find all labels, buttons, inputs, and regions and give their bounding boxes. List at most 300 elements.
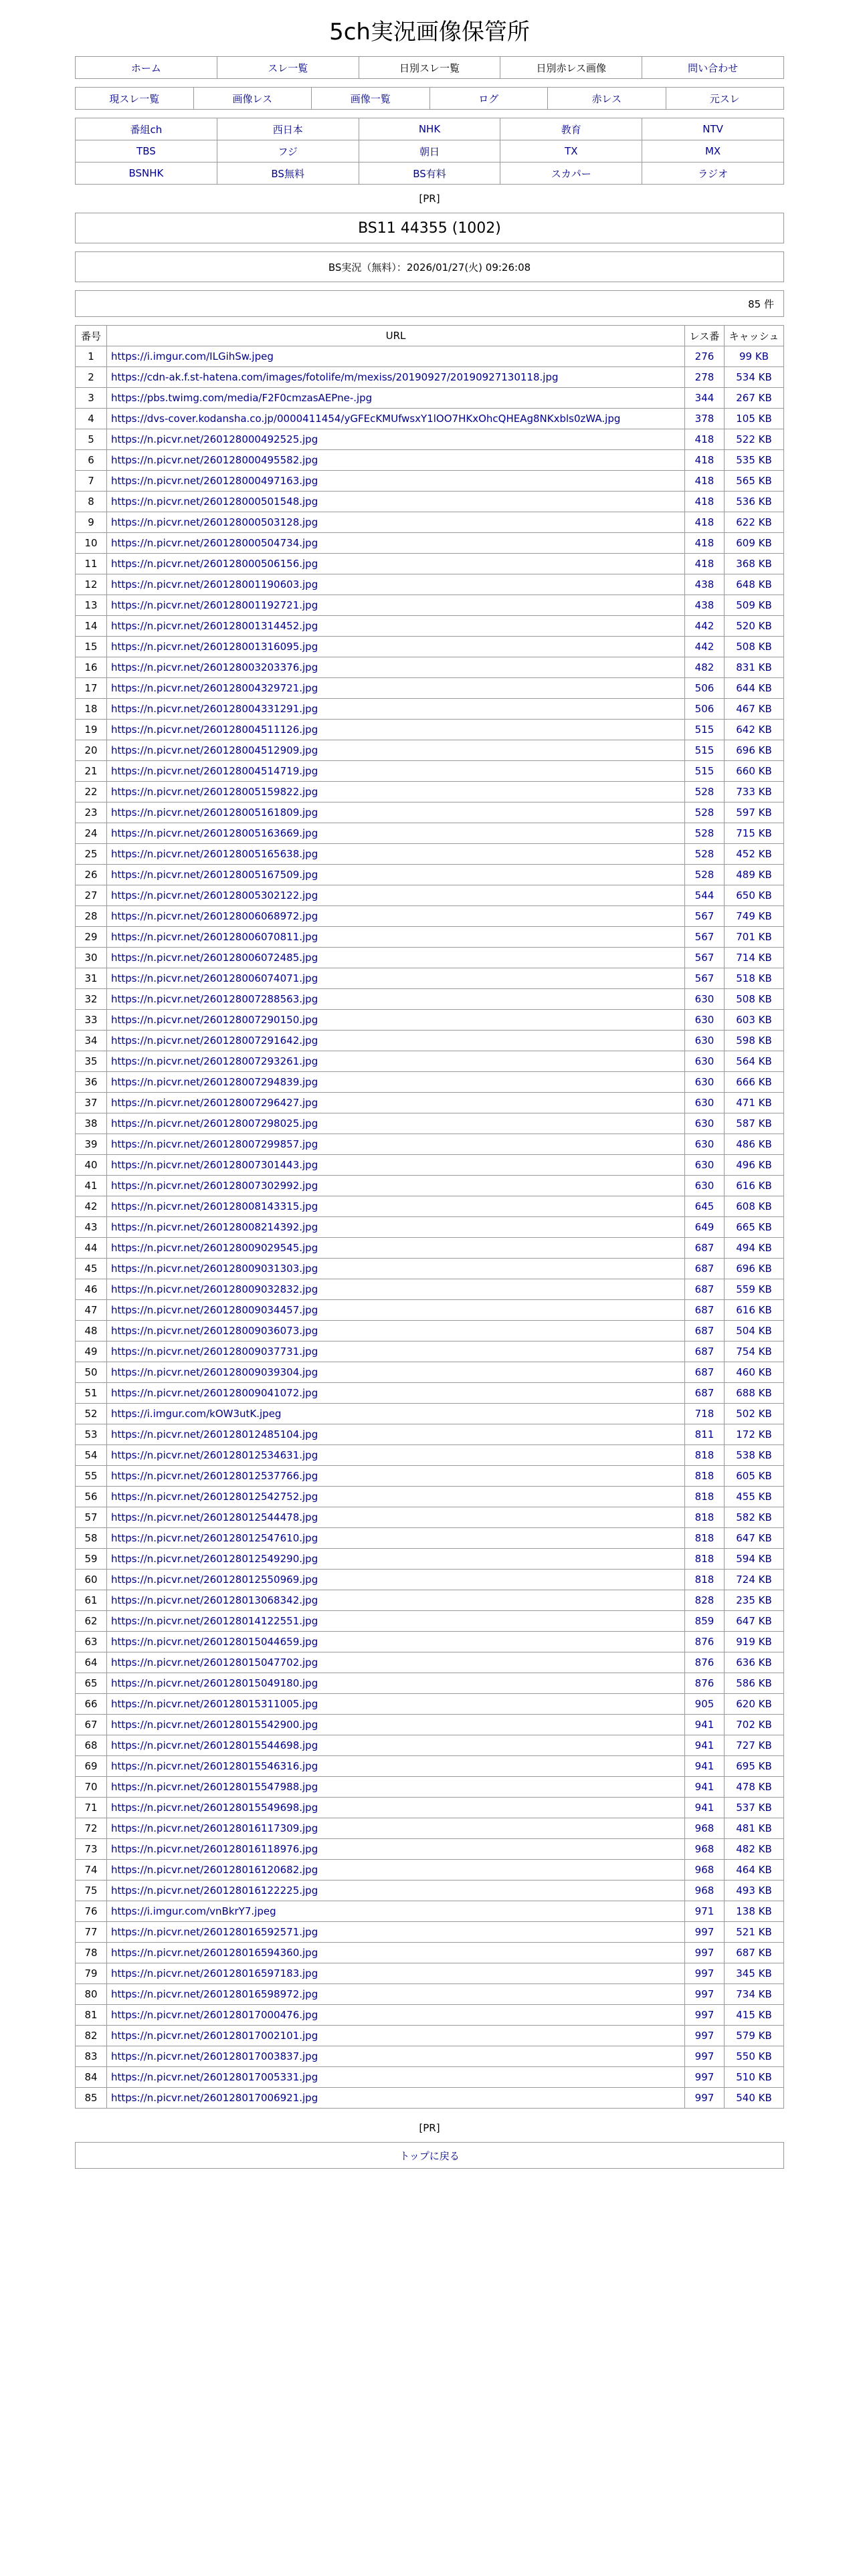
row-number: 21 xyxy=(76,761,107,782)
row-cache-link[interactable]: 696 KB xyxy=(736,744,772,756)
row-cache-link[interactable]: 724 KB xyxy=(736,1574,772,1586)
row-cache-link[interactable]: 594 KB xyxy=(736,1553,772,1565)
row-cache-link[interactable]: 587 KB xyxy=(736,1117,772,1130)
row-url-link[interactable]: https://n.picvr.net/260128007291642.jpg xyxy=(111,1035,318,1047)
row-res-link[interactable]: 645 xyxy=(694,1200,714,1212)
row-cache-link[interactable]: 687 KB xyxy=(736,1947,772,1959)
row-url-link[interactable]: https://n.picvr.net/260128017000476.jpg xyxy=(111,2009,318,2021)
row-url-link[interactable]: https://n.picvr.net/260128012537766.jpg xyxy=(111,1470,318,1482)
row-url-link[interactable]: https://n.picvr.net/260128016120682.jpg xyxy=(111,1864,318,1876)
row-cache-link[interactable]: 471 KB xyxy=(736,1097,772,1109)
row-cache-link[interactable]: 486 KB xyxy=(736,1138,772,1150)
row-url-link[interactable]: https://n.picvr.net/260128012550969.jpg xyxy=(111,1574,318,1586)
row-cache-link[interactable]: 702 KB xyxy=(736,1719,772,1731)
row-res-link[interactable]: 997 xyxy=(694,2071,714,2083)
row-url-link[interactable]: https://n.picvr.net/260128004512909.jpg xyxy=(111,744,318,756)
row-res-link[interactable]: 515 xyxy=(694,765,714,777)
row-res-link[interactable]: 506 xyxy=(694,682,714,694)
row-cache-link[interactable]: 603 KB xyxy=(736,1014,772,1026)
row-res-link[interactable]: 528 xyxy=(694,848,714,860)
row-cache-link[interactable]: 608 KB xyxy=(736,1200,772,1212)
nav-link[interactable]: 赤レス xyxy=(591,92,622,105)
row-cache-link[interactable]: 582 KB xyxy=(736,1511,772,1523)
row-res-link[interactable]: 649 xyxy=(694,1221,714,1233)
row-cache-link[interactable]: 636 KB xyxy=(736,1656,772,1669)
row-cache-link[interactable]: 648 KB xyxy=(736,578,772,591)
row-res-link[interactable]: 528 xyxy=(694,807,714,819)
row-cache-link[interactable]: 701 KB xyxy=(736,931,772,943)
row-url-link[interactable]: https://n.picvr.net/260128004514719.jpg xyxy=(111,765,318,777)
row-res-link[interactable]: 818 xyxy=(694,1574,714,1586)
row-cache-link[interactable]: 345 KB xyxy=(736,1967,772,1979)
nav-link[interactable]: ログ xyxy=(478,92,499,105)
row-res-link[interactable]: 968 xyxy=(694,1864,714,1876)
row-url-link[interactable]: https://n.picvr.net/260128012485104.jpg xyxy=(111,1428,318,1440)
row-cache-link[interactable]: 695 KB xyxy=(736,1760,772,1772)
row-res-link[interactable]: 438 xyxy=(694,599,714,611)
row-url-link[interactable]: https://n.picvr.net/260128008143315.jpg xyxy=(111,1200,318,1212)
row-url-link[interactable]: https://n.picvr.net/260128015049180.jpg xyxy=(111,1677,318,1689)
row-res-link[interactable]: 968 xyxy=(694,1843,714,1855)
row-res-cell xyxy=(685,1881,725,1901)
row-cache-link[interactable]: 550 KB xyxy=(736,2050,772,2062)
row-res-cell xyxy=(685,616,725,637)
row-cache-link[interactable]: 518 KB xyxy=(736,972,772,984)
row-cache-link[interactable]: 647 KB xyxy=(736,1615,772,1627)
row-cache-link[interactable]: 482 KB xyxy=(736,1843,772,1855)
row-res-link[interactable]: 630 xyxy=(694,993,714,1005)
row-res-link[interactable]: 811 xyxy=(694,1428,714,1440)
nav-link[interactable]: 画像一覧 xyxy=(350,92,391,105)
row-cache-link[interactable]: 534 KB xyxy=(736,371,772,383)
row-res-link[interactable]: 418 xyxy=(694,433,714,445)
row-res-link[interactable]: 818 xyxy=(694,1449,714,1461)
row-url-link[interactable]: https://n.picvr.net/260128016118976.jpg xyxy=(111,1843,318,1855)
row-cache-link[interactable]: 415 KB xyxy=(736,2009,772,2021)
row-url-link[interactable]: https://n.picvr.net/260128017002101.jpg xyxy=(111,2030,318,2042)
row-url-link[interactable]: https://n.picvr.net/260128006070811.jpg xyxy=(111,931,318,943)
row-res-cell xyxy=(685,1818,725,1839)
row-cache-link[interactable]: 749 KB xyxy=(736,910,772,922)
row-res-link[interactable]: 567 xyxy=(694,952,714,964)
row-url-link[interactable]: https://i.imgur.com/ILGihSw.jpeg xyxy=(111,350,274,362)
row-url-link[interactable]: https://i.imgur.com/vnBkrY7.jpeg xyxy=(111,1905,276,1917)
row-url-link[interactable]: https://n.picvr.net/260128007301443.jpg xyxy=(111,1159,318,1171)
row-res-link[interactable]: 630 xyxy=(694,1138,714,1150)
row-url-link[interactable]: https://n.picvr.net/260128007296427.jpg xyxy=(111,1097,318,1109)
nav-link[interactable]: 問い合わせ xyxy=(688,62,739,74)
row-url-link[interactable]: https://n.picvr.net/260128016597183.jpg xyxy=(111,1967,318,1979)
row-cache-link[interactable]: 478 KB xyxy=(736,1781,772,1793)
row-cache-link[interactable]: 609 KB xyxy=(736,537,772,549)
row-res-link[interactable]: 418 xyxy=(694,558,714,570)
row-res-link[interactable]: 941 xyxy=(694,1760,714,1772)
row-url-link[interactable]: https://n.picvr.net/260128009037731.jpg xyxy=(111,1346,318,1358)
table-row xyxy=(76,1031,784,1051)
row-res-link[interactable]: 630 xyxy=(694,1097,714,1109)
row-cache-link[interactable]: 267 KB xyxy=(736,392,772,404)
channel-link[interactable]: ラジオ xyxy=(698,167,729,180)
row-cache-link[interactable]: 605 KB xyxy=(736,1470,772,1482)
row-res-link[interactable]: 941 xyxy=(694,1719,714,1731)
row-url-link[interactable]: https://n.picvr.net/260128015311005.jpg xyxy=(111,1698,318,1710)
row-url-link[interactable]: https://n.picvr.net/260128015547988.jpg xyxy=(111,1781,318,1793)
row-url-link[interactable]: https://cdn-ak.f.st-hatena.com/images/fotolife/m/mexiss/20190927/20190927130118.jpg xyxy=(111,371,559,383)
row-res-link[interactable]: 344 xyxy=(694,392,714,404)
row-res-link[interactable]: 941 xyxy=(694,1739,714,1751)
row-url-link[interactable]: https://n.picvr.net/260128007288563.jpg xyxy=(111,993,318,1005)
row-url-link[interactable]: https://n.picvr.net/260128017003837.jpg xyxy=(111,2050,318,2062)
row-cache-link[interactable]: 665 KB xyxy=(736,1221,772,1233)
row-res-link[interactable]: 515 xyxy=(694,744,714,756)
row-url-link[interactable]: https://n.picvr.net/260128015047702.jpg xyxy=(111,1656,318,1669)
row-cache-link[interactable]: 622 KB xyxy=(736,516,772,528)
row-url-link[interactable]: https://i.imgur.com/kOW3utK.jpeg xyxy=(111,1408,282,1420)
table-row xyxy=(76,2067,784,2088)
row-cache-link[interactable]: 647 KB xyxy=(736,1532,772,1544)
row-cache-link[interactable]: 172 KB xyxy=(736,1428,772,1440)
row-cache-link[interactable]: 521 KB xyxy=(736,1926,772,1938)
row-res-link[interactable]: 482 xyxy=(694,661,714,673)
row-res-link[interactable]: 818 xyxy=(694,1532,714,1544)
row-res-link[interactable]: 818 xyxy=(694,1553,714,1565)
row-res-link[interactable]: 418 xyxy=(694,537,714,549)
channel-link[interactable]: TX xyxy=(565,145,578,157)
row-res-link[interactable]: 997 xyxy=(694,1967,714,1979)
row-res-link[interactable]: 818 xyxy=(694,1470,714,1482)
row-url-link[interactable]: https://n.picvr.net/260128006074071.jpg xyxy=(111,972,318,984)
row-cache-link[interactable]: 714 KB xyxy=(736,952,772,964)
channel-link[interactable]: NHK xyxy=(418,123,441,135)
row-url-link[interactable]: https://n.picvr.net/260128005167509.jpg xyxy=(111,869,318,881)
row-url-link[interactable]: https://n.picvr.net/260128007294839.jpg xyxy=(111,1076,318,1088)
row-url-link[interactable]: https://n.picvr.net/260128007298025.jpg xyxy=(111,1117,318,1130)
row-cache-link[interactable]: 235 KB xyxy=(736,1594,772,1606)
row-cache-link[interactable]: 559 KB xyxy=(736,1283,772,1295)
table-row xyxy=(76,1259,784,1279)
channel-link[interactable]: BSNHK xyxy=(128,167,164,179)
row-res-link[interactable]: 515 xyxy=(694,724,714,736)
row-res-link[interactable]: 687 xyxy=(694,1346,714,1358)
row-url-link[interactable]: https://n.picvr.net/260128005163669.jpg xyxy=(111,827,318,839)
row-cache-link[interactable]: 464 KB xyxy=(736,1864,772,1876)
pr-label: [PR] xyxy=(419,193,440,205)
row-res-link[interactable]: 528 xyxy=(694,869,714,881)
row-url-link[interactable]: https://n.picvr.net/260128009039304.jpg xyxy=(111,1366,318,1378)
row-url-link[interactable]: https://n.picvr.net/260128000503128.jpg xyxy=(111,516,318,528)
row-url-link[interactable]: https://n.picvr.net/260128007290150.jpg xyxy=(111,1014,318,1026)
row-res-link[interactable]: 544 xyxy=(694,889,714,901)
row-res-link[interactable]: 876 xyxy=(694,1656,714,1669)
channel-link[interactable]: 教育 xyxy=(561,123,581,136)
row-res-link[interactable]: 687 xyxy=(694,1387,714,1399)
nav-cell xyxy=(76,88,194,110)
row-res-link[interactable]: 818 xyxy=(694,1511,714,1523)
row-cache-link[interactable]: 496 KB xyxy=(736,1159,772,1171)
row-url-link[interactable]: https://n.picvr.net/260128001190603.jpg xyxy=(111,578,318,591)
row-url-link[interactable]: https://n.picvr.net/260128012544478.jpg xyxy=(111,1511,318,1523)
row-cache-link[interactable]: 919 KB xyxy=(736,1636,772,1648)
row-url-link[interactable]: https://n.picvr.net/260128003203376.jpg xyxy=(111,661,318,673)
channel-link[interactable]: NTV xyxy=(702,123,723,135)
row-res-cell xyxy=(685,865,725,885)
row-url-link[interactable]: https://n.picvr.net/260128009032832.jpg xyxy=(111,1283,318,1295)
row-url-link[interactable]: https://n.picvr.net/260128000495582.jpg xyxy=(111,454,318,466)
row-url-link[interactable]: https://n.picvr.net/260128009029545.jpg xyxy=(111,1242,318,1254)
row-url-link[interactable]: https://n.picvr.net/260128000497163.jpg xyxy=(111,475,318,487)
channel-link[interactable]: 朝日 xyxy=(419,145,440,158)
table-row xyxy=(76,802,784,823)
row-res-link[interactable]: 818 xyxy=(694,1491,714,1503)
row-res-link[interactable]: 687 xyxy=(694,1304,714,1316)
row-res-link[interactable]: 378 xyxy=(694,413,714,425)
row-res-link[interactable]: 567 xyxy=(694,910,714,922)
row-url-link[interactable]: https://n.picvr.net/260128015544698.jpg xyxy=(111,1739,318,1751)
row-url-link[interactable]: https://n.picvr.net/260128015542900.jpg xyxy=(111,1719,318,1731)
row-number: 51 xyxy=(76,1383,107,1404)
row-res-link[interactable]: 418 xyxy=(694,516,714,528)
row-cache-link[interactable]: 368 KB xyxy=(736,558,772,570)
row-url-link[interactable]: https://n.picvr.net/260128005161809.jpg xyxy=(111,807,318,819)
row-res-link[interactable]: 828 xyxy=(694,1594,714,1606)
row-res-link[interactable]: 997 xyxy=(694,1947,714,1959)
row-cache-link[interactable]: 502 KB xyxy=(736,1408,772,1420)
row-res-link[interactable]: 997 xyxy=(694,2009,714,2021)
row-cache-link[interactable]: 537 KB xyxy=(736,1802,772,1814)
row-res-link[interactable]: 630 xyxy=(694,1014,714,1026)
row-url-link[interactable]: https://n.picvr.net/260128006068972.jpg xyxy=(111,910,318,922)
row-url-link[interactable]: https://n.picvr.net/260128000492525.jpg xyxy=(111,433,318,445)
row-cache-link[interactable]: 460 KB xyxy=(736,1366,772,1378)
row-cache-link[interactable]: 99 KB xyxy=(739,350,769,362)
row-cache-link[interactable]: 579 KB xyxy=(736,2030,772,2042)
row-url-link[interactable]: https://n.picvr.net/260128012547610.jpg xyxy=(111,1532,318,1544)
row-cache-link[interactable]: 467 KB xyxy=(736,703,772,715)
row-url-link[interactable]: https://n.picvr.net/260128009041072.jpg xyxy=(111,1387,318,1399)
row-res-link[interactable]: 971 xyxy=(694,1905,714,1917)
row-res-link[interactable]: 876 xyxy=(694,1677,714,1689)
row-url-link[interactable]: https://n.picvr.net/260128015546316.jpg xyxy=(111,1760,318,1772)
channel-link[interactable]: TBS xyxy=(136,145,156,157)
nav-link[interactable]: 元スレ xyxy=(709,92,740,105)
row-cache-link[interactable]: 493 KB xyxy=(736,1885,772,1897)
channel-link[interactable]: 番組ch xyxy=(130,123,163,136)
row-res-link[interactable]: 630 xyxy=(694,1117,714,1130)
nav-cell[interactable]: 日別赤レス画像 xyxy=(500,57,642,79)
row-res-cell xyxy=(685,2046,725,2067)
row-cache-link[interactable]: 734 KB xyxy=(736,1988,772,2000)
row-cache-link[interactable]: 666 KB xyxy=(736,1076,772,1088)
row-res-link[interactable]: 968 xyxy=(694,1885,714,1897)
row-url-link[interactable]: https://n.picvr.net/260128001316095.jpg xyxy=(111,641,318,653)
row-url-link[interactable]: https://n.picvr.net/260128000504734.jpg xyxy=(111,537,318,549)
row-res-link[interactable]: 997 xyxy=(694,2092,714,2104)
row-url-link[interactable]: https://n.picvr.net/260128016122225.jpg xyxy=(111,1885,318,1897)
row-res-link[interactable]: 276 xyxy=(694,350,714,362)
row-cache-link[interactable]: 715 KB xyxy=(736,827,772,839)
row-url-link[interactable]: https://n.picvr.net/260128012534631.jpg xyxy=(111,1449,318,1461)
row-cache-link[interactable]: 586 KB xyxy=(736,1677,772,1689)
row-res-link[interactable]: 941 xyxy=(694,1802,714,1814)
row-cache-link[interactable]: 696 KB xyxy=(736,1263,772,1275)
row-url-link[interactable]: https://n.picvr.net/260128016594360.jpg xyxy=(111,1947,318,1959)
row-res-link[interactable]: 905 xyxy=(694,1698,714,1710)
row-cache-link[interactable]: 597 KB xyxy=(736,807,772,819)
row-cache-link[interactable]: 522 KB xyxy=(736,433,772,445)
row-url-link[interactable]: https://n.picvr.net/260128007293261.jpg xyxy=(111,1055,318,1067)
row-url-link[interactable]: https://n.picvr.net/260128001192721.jpg xyxy=(111,599,318,611)
row-cache-link[interactable]: 754 KB xyxy=(736,1346,772,1358)
row-cache-link[interactable]: 508 KB xyxy=(736,641,772,653)
row-url-link[interactable]: https://n.picvr.net/260128004511126.jpg xyxy=(111,724,318,736)
row-res-link[interactable]: 718 xyxy=(694,1408,714,1420)
row-res-link[interactable]: 418 xyxy=(694,475,714,487)
row-url-link[interactable]: https://n.picvr.net/260128012542752.jpg xyxy=(111,1491,318,1503)
row-res-link[interactable]: 528 xyxy=(694,827,714,839)
row-res-link[interactable]: 687 xyxy=(694,1263,714,1275)
row-cache-link[interactable]: 598 KB xyxy=(736,1035,772,1047)
nav-link[interactable]: ホーム xyxy=(130,62,161,74)
channel-link[interactable]: MX xyxy=(704,145,721,157)
row-url-link[interactable]: https://dvs-cover.kodansha.co.jp/0000411454/yGFEcKMUfwsxY1lOO7HKxOhcQHEAg8NKxbls0zWA.jpg xyxy=(111,413,621,425)
row-res-link[interactable]: 687 xyxy=(694,1325,714,1337)
row-url-link[interactable]: https://pbs.twimg.com/media/F2F0cmzasAEPne-.jpg xyxy=(111,392,373,404)
row-res-link[interactable]: 506 xyxy=(694,703,714,715)
row-cache-link[interactable]: 616 KB xyxy=(736,1180,772,1192)
table-row xyxy=(76,1590,784,1611)
row-res-link[interactable]: 630 xyxy=(694,1180,714,1192)
row-cache-link[interactable]: 620 KB xyxy=(736,1698,772,1710)
row-res-link[interactable]: 418 xyxy=(694,496,714,508)
row-url-link[interactable]: https://n.picvr.net/260128007302992.jpg xyxy=(111,1180,318,1192)
row-url-link[interactable]: https://n.picvr.net/260128000501548.jpg xyxy=(111,496,318,508)
row-number: 14 xyxy=(76,616,107,637)
row-res-link[interactable]: 687 xyxy=(694,1283,714,1295)
row-res-link[interactable]: 997 xyxy=(694,2030,714,2042)
row-cache-link[interactable]: 650 KB xyxy=(736,889,772,901)
row-cache-link[interactable]: 644 KB xyxy=(736,682,772,694)
row-res-link[interactable]: 941 xyxy=(694,1781,714,1793)
row-res-link[interactable]: 876 xyxy=(694,1636,714,1648)
row-cache-link[interactable]: 727 KB xyxy=(736,1739,772,1751)
nav-link[interactable]: 画像レス xyxy=(232,92,273,105)
row-cache-link[interactable]: 504 KB xyxy=(736,1325,772,1337)
row-cache-link[interactable]: 452 KB xyxy=(736,848,772,860)
row-url-link[interactable]: https://n.picvr.net/260128016592571.jpg xyxy=(111,1926,318,1938)
row-url-link[interactable]: https://n.picvr.net/260128004329721.jpg xyxy=(111,682,318,694)
channel-link[interactable]: 西日本 xyxy=(272,123,303,136)
nav-link[interactable]: スレ一覧 xyxy=(268,62,308,74)
row-cache-link[interactable]: 642 KB xyxy=(736,724,772,736)
row-url-link[interactable]: https://n.picvr.net/260128016598972.jpg xyxy=(111,1988,318,2000)
row-res-link[interactable]: 630 xyxy=(694,1055,714,1067)
row-url-link[interactable]: https://n.picvr.net/260128009034457.jpg xyxy=(111,1304,318,1316)
row-res-link[interactable]: 687 xyxy=(694,1242,714,1254)
row-url-link[interactable]: https://n.picvr.net/260128009036073.jpg xyxy=(111,1325,318,1337)
back-to-top-link[interactable]: トップに戻る xyxy=(399,2150,460,2162)
row-cache-link[interactable]: 616 KB xyxy=(736,1304,772,1316)
row-cache-link[interactable]: 831 KB xyxy=(736,661,772,673)
channel-link[interactable]: BS無料 xyxy=(271,167,304,180)
row-cache-link[interactable]: 494 KB xyxy=(736,1242,772,1254)
row-cache-link[interactable]: 540 KB xyxy=(736,2092,772,2104)
row-res-link[interactable]: 968 xyxy=(694,1822,714,1834)
row-res-link[interactable]: 859 xyxy=(694,1615,714,1627)
row-res-link[interactable]: 630 xyxy=(694,1035,714,1047)
row-res-link[interactable]: 687 xyxy=(694,1366,714,1378)
channel-link[interactable]: スカパー xyxy=(551,167,591,180)
row-res-link[interactable]: 997 xyxy=(694,1988,714,2000)
row-cache-link[interactable]: 455 KB xyxy=(736,1491,772,1503)
row-res-link[interactable]: 567 xyxy=(694,931,714,943)
row-cache-link[interactable]: 509 KB xyxy=(736,599,772,611)
row-cache-link[interactable]: 538 KB xyxy=(736,1449,772,1461)
row-res-link[interactable]: 442 xyxy=(694,641,714,653)
row-cache-link[interactable]: 535 KB xyxy=(736,454,772,466)
row-url-link[interactable]: https://n.picvr.net/260128005302122.jpg xyxy=(111,889,318,901)
row-res-link[interactable]: 418 xyxy=(694,454,714,466)
row-url-link[interactable]: https://n.picvr.net/260128015044659.jpg xyxy=(111,1636,318,1648)
row-url-link[interactable]: https://n.picvr.net/260128004331291.jpg xyxy=(111,703,318,715)
row-res-link[interactable]: 630 xyxy=(694,1159,714,1171)
row-url-link[interactable]: https://n.picvr.net/260128016117309.jpg xyxy=(111,1822,318,1834)
nav-cell[interactable]: 日別スレ一覧 xyxy=(359,57,500,79)
row-cache-link[interactable]: 510 KB xyxy=(736,2071,772,2083)
row-url-link[interactable]: https://n.picvr.net/260128008214392.jpg xyxy=(111,1221,318,1233)
row-url-link[interactable]: https://n.picvr.net/260128005159822.jpg xyxy=(111,786,318,798)
row-cache-link[interactable]: 508 KB xyxy=(736,993,772,1005)
nav-link[interactable]: 現スレ一覧 xyxy=(109,92,160,105)
row-cache-link[interactable]: 564 KB xyxy=(736,1055,772,1067)
row-url-link[interactable]: https://n.picvr.net/260128013068342.jpg xyxy=(111,1594,318,1606)
row-res-link[interactable]: 278 xyxy=(694,371,714,383)
row-url-link[interactable]: https://n.picvr.net/260128017006921.jpg xyxy=(111,2092,318,2104)
nav-cell xyxy=(666,88,784,110)
row-cache-link[interactable]: 565 KB xyxy=(736,475,772,487)
row-url-link[interactable]: https://n.picvr.net/260128001314452.jpg xyxy=(111,620,318,632)
row-res-link[interactable]: 567 xyxy=(694,972,714,984)
channel-link[interactable]: フジ xyxy=(278,145,298,158)
row-url-link[interactable]: https://n.picvr.net/260128005165638.jpg xyxy=(111,848,318,860)
row-res-link[interactable]: 997 xyxy=(694,1926,714,1938)
row-cache-link[interactable]: 481 KB xyxy=(736,1822,772,1834)
row-cache-link[interactable]: 489 KB xyxy=(736,869,772,881)
row-res-link[interactable]: 442 xyxy=(694,620,714,632)
row-cache-link[interactable]: 688 KB xyxy=(736,1387,772,1399)
row-res-link[interactable]: 997 xyxy=(694,2050,714,2062)
row-url-link[interactable]: https://n.picvr.net/260128007299857.jpg xyxy=(111,1138,318,1150)
row-cache-link[interactable]: 536 KB xyxy=(736,496,772,508)
row-res-link[interactable]: 528 xyxy=(694,786,714,798)
channel-link[interactable]: BS有料 xyxy=(413,167,446,180)
row-cache-link[interactable]: 733 KB xyxy=(736,786,772,798)
row-number: 3 xyxy=(76,388,107,409)
table-row xyxy=(76,1860,784,1881)
row-url-link[interactable]: https://n.picvr.net/260128012549290.jpg xyxy=(111,1553,318,1565)
row-cache-link[interactable]: 105 KB xyxy=(736,413,772,425)
row-cache-link[interactable]: 660 KB xyxy=(736,765,772,777)
row-cache-link[interactable]: 138 KB xyxy=(736,1905,772,1917)
row-res-link[interactable]: 438 xyxy=(694,578,714,591)
row-url-link[interactable]: https://n.picvr.net/260128014122551.jpg xyxy=(111,1615,318,1627)
row-cache-link[interactable]: 520 KB xyxy=(736,620,772,632)
row-url-link[interactable]: https://n.picvr.net/260128017005331.jpg xyxy=(111,2071,318,2083)
row-res-link[interactable]: 630 xyxy=(694,1076,714,1088)
row-url-link[interactable]: https://n.picvr.net/260128009031303.jpg xyxy=(111,1263,318,1275)
row-url-link[interactable]: https://n.picvr.net/260128015549698.jpg xyxy=(111,1802,318,1814)
row-url-link[interactable]: https://n.picvr.net/260128006072485.jpg xyxy=(111,952,318,964)
row-url-link[interactable]: https://n.picvr.net/260128000506156.jpg xyxy=(111,558,318,570)
